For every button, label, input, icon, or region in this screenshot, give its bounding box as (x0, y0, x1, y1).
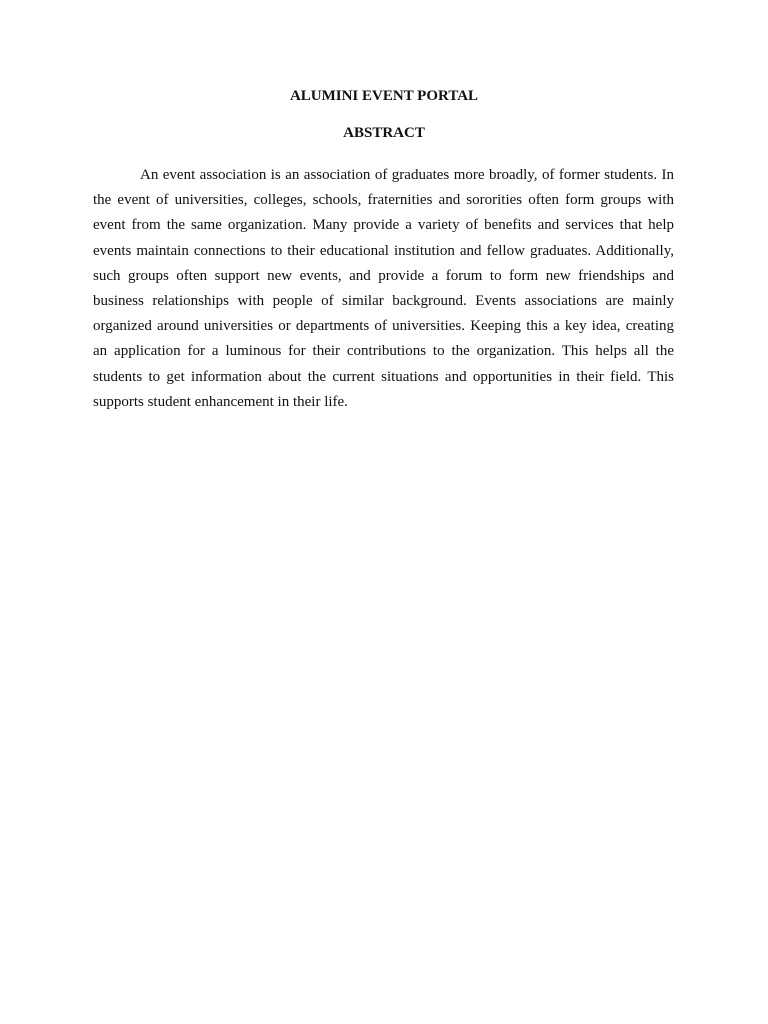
abstract-heading: ABSTRACT (343, 125, 425, 141)
abstract-paragraph: An event association is an association of graduates more broadly, of former students. In the event of universities, colleges, schools, fraternities and sororities often form groups with event from the same organization. Many provide a variety of benefits and services that help events maintain connections to their educational institution and fellow graduates. Additionally, such groups often support new events, and provide a forum to form new friendships and business relationships with people of similar background. Events associations are mainly organized around universities or departments of universities. Keeping this a key idea, creating an application for a luminous for their contributions to the organization. This helps all the students to get information about the current situations and opportunities in their field. This supports student enhancement in their life. (93, 167, 674, 410)
document-title: ALUMINI EVENT PORTAL (289, 88, 479, 104)
